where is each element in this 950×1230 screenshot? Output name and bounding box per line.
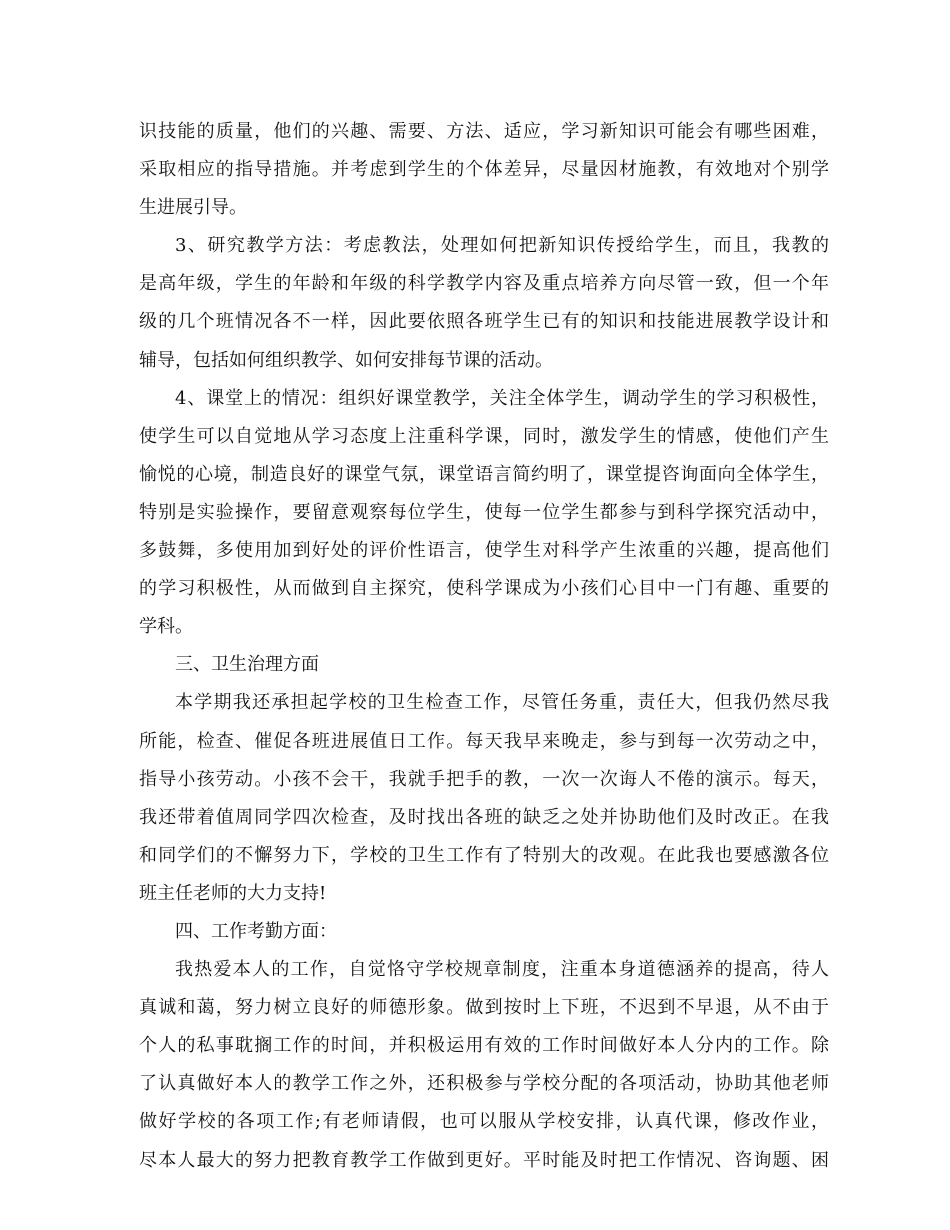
text-line: 我还带着值周同学四次检查，及时找出各班的缺乏之处并协助他们及时改正。在我: [139, 806, 829, 828]
text-line: 是高年级，学生的年龄和年级的科学教学内容及重点培养方向尽管一致，但一个年: [139, 273, 829, 295]
text-line: 四、工作考勤方面：: [175, 920, 337, 942]
text-line: 生进展引导。: [139, 197, 247, 219]
text-line: 真诚和蔼，努力树立良好的师德形象。做到按时上下班，不迟到不早退，从不由于: [139, 997, 829, 1019]
text-line: 辅导，包括如何组织教学、如何安排每节课的活动。: [139, 349, 553, 371]
text-line: 使学生可以自觉地从学习态度上注重科学课，同时，激发学生的情感，使他们产生: [139, 425, 829, 447]
text-line: 识技能的质量，他们的兴趣、需要、方法、适应，学习新知识可能会有哪些困难，: [139, 121, 829, 142]
text-line: 班主任老师的大力支持!: [139, 882, 327, 904]
text-line: 做好学校的各项工作;有老师请假，也可以服从学校安排，认真代课，修改作业，: [139, 1111, 829, 1133]
text-line: 3、研究教学方法：考虑教法，处理如何把新知识传授给学生，而且，我教的: [175, 235, 829, 257]
text-line: 学科。: [139, 616, 193, 638]
text-line: 采取相应的指导措施。并考虑到学生的个体差异，尽量因材施教，有效地对个别学: [139, 159, 829, 181]
text-line: 的学习积极性，从而做到自主探究，使科学课成为小孩们心目中一门有趣、重要的: [139, 578, 829, 600]
text-line: 愉悦的心境，制造良好的课堂气氛，课堂语言简约明了，课堂提咨询面向全体学生，: [139, 463, 829, 485]
text-line: 多鼓舞，多使用加到好处的评价性语言，使学生对科学产生浓重的兴趣，提高他们: [139, 540, 829, 562]
text-line: 特别是实验操作，要留意观察每位学生，使每一位学生都参与到科学探究活动中，: [139, 501, 829, 523]
document-body: [139, 113, 829, 1180]
text-line: 三、卫生治理方面: [175, 654, 319, 676]
text-line: 个人的私事耽搁工作的时间，并积极运用有效的工作时间做好本人分内的工作。除: [139, 1035, 829, 1057]
text-line: 尽本人最大的努力把教育教学工作做到更好。平时能及时把工作情况、咨询题、困: [139, 1149, 829, 1171]
text-line: 我热爱本人的工作，自觉恪守学校规章制度，注重本身道德涵养的提高，待人: [175, 959, 829, 981]
text-line: 本学期我还承担起学校的卫生检查工作，尽管任务重，责任大，但我仍然尽我: [175, 692, 829, 714]
text-line: 4、课堂上的情况：组织好课堂教学，关注全体学生，调动学生的学习积极性，: [175, 387, 829, 409]
text-line: 了认真做好本人的教学工作之外，还积极参与学校分配的各项活动，协助其他老师: [139, 1073, 829, 1095]
text-line: 和同学们的不懈努力下，学校的卫生工作有了特别大的改观。在此我也要感激各位: [139, 844, 829, 866]
text-line: 指导小孩劳动。小孩不会干，我就手把手的教，一次一次诲人不倦的演示。每天，: [139, 768, 829, 790]
text-line: 级的几个班情况各不一样，因此要依照各班学生已有的知识和技能进展教学设计和: [139, 311, 829, 333]
text-line: 所能，检查、催促各班进展值日工作。每天我早来晚走，参与到每一次劳动之中，: [139, 730, 829, 752]
